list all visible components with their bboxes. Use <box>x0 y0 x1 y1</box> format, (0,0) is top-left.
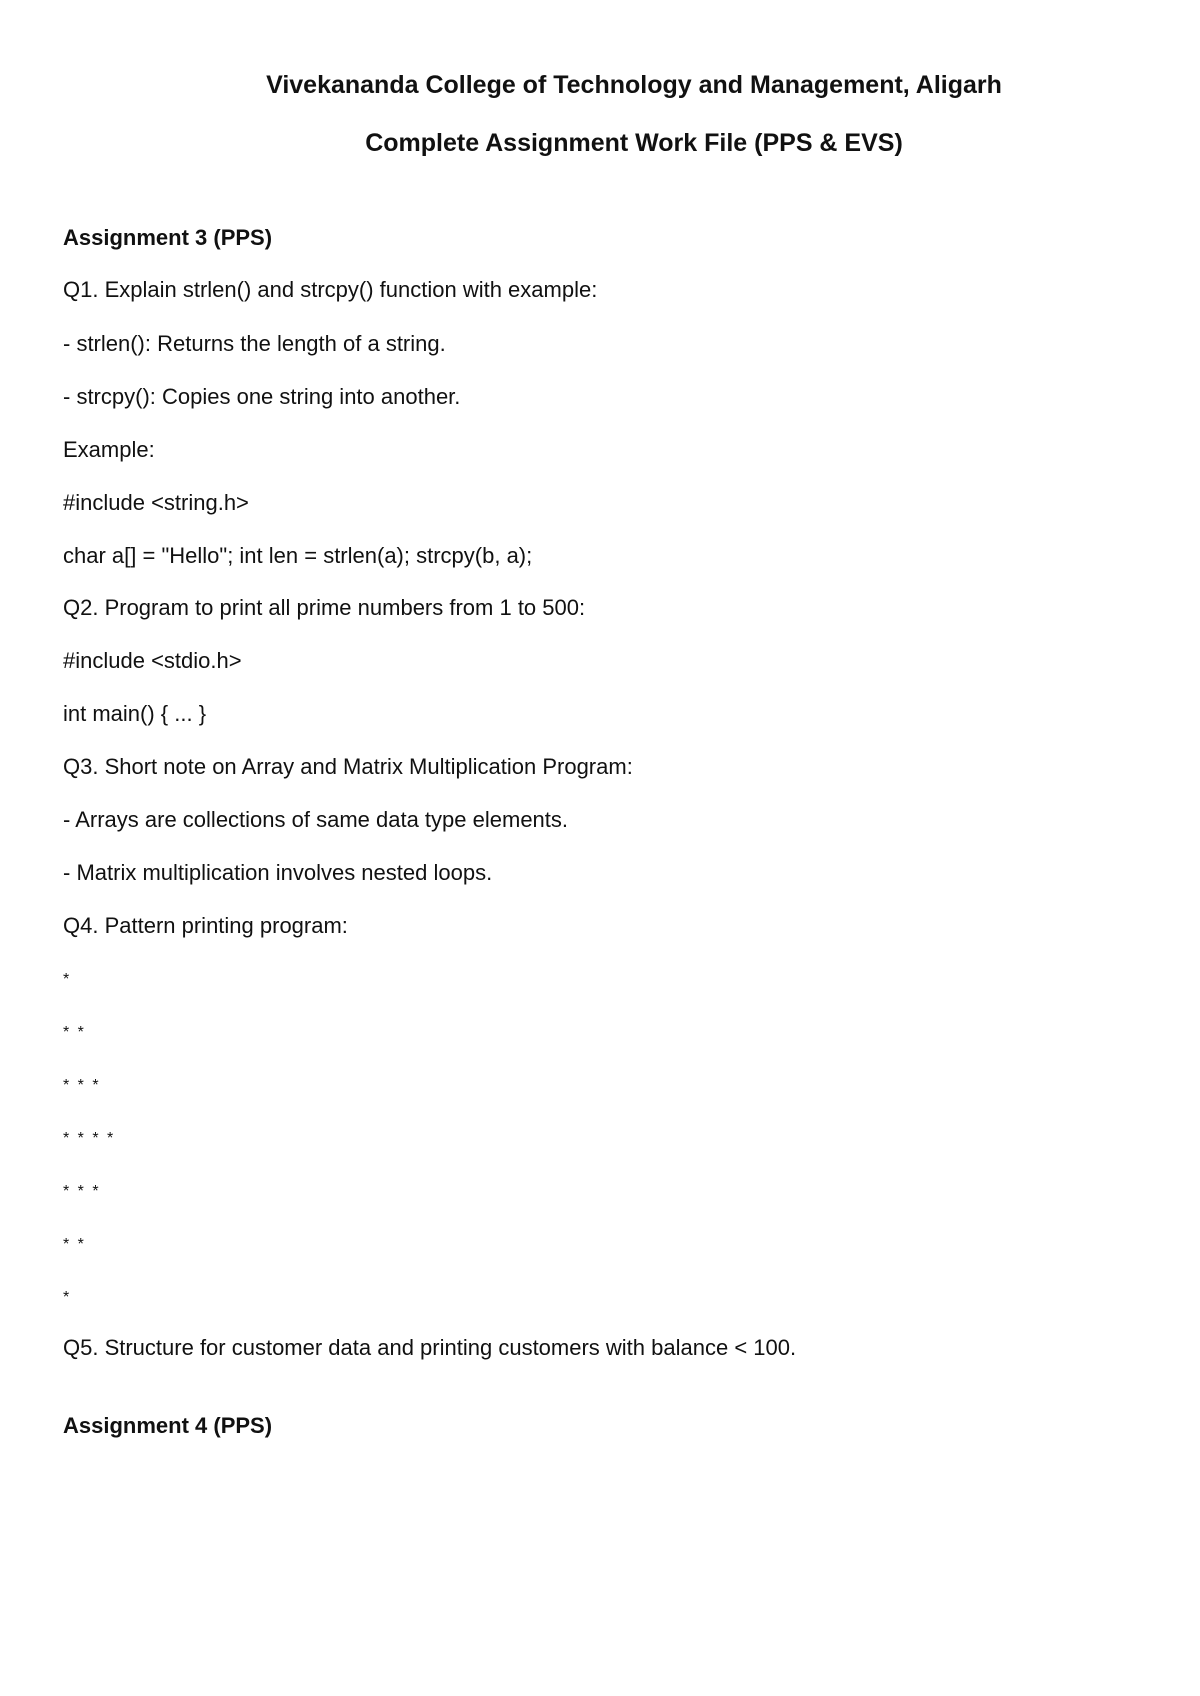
pattern-row: * * * * <box>63 1130 116 1147</box>
q2-code-include: #include <stdio.h> <box>63 648 242 673</box>
q3-point-arrays: - Arrays are collections of same data type elements. <box>63 807 569 832</box>
q2-question: Q2. Program to print all prime numbers from 1 to 500: <box>63 595 586 620</box>
college-title: Vivekananda College of Technology and Management, Aligarh <box>266 71 1002 99</box>
q1-point-strlen: - strlen(): Returns the length of a string. <box>63 331 446 356</box>
assignment-4-heading: Assignment 4 (PPS) <box>63 1413 273 1438</box>
file-title: Complete Assignment Work File (PPS & EVS) <box>365 129 903 157</box>
pattern-row: * <box>63 971 72 988</box>
q5-question: Q5. Structure for customer data and printing customers with balance < 100. <box>63 1335 797 1360</box>
q1-code-example: char a[] = "Hello"; int len = strlen(a); strcpy(b, a); <box>63 543 533 568</box>
pattern-row: * <box>63 1289 72 1306</box>
q3-point-matrix: - Matrix multiplication involves nested loops. <box>63 860 493 885</box>
q1-example-label: Example: <box>63 437 155 462</box>
q4-question: Q4. Pattern printing program: <box>63 913 348 938</box>
assignment-3-heading: Assignment 3 (PPS) <box>63 225 273 250</box>
pattern-row: * * <box>63 1024 86 1041</box>
q2-code-main: int main() { ... } <box>63 701 207 726</box>
q1-code-include: #include <string.h> <box>63 490 249 515</box>
q1-point-strcpy: - strcpy(): Copies one string into another. <box>63 384 461 409</box>
pattern-row: * * * <box>63 1183 101 1200</box>
q3-question: Q3. Short note on Array and Matrix Multiplication Program: <box>63 754 633 779</box>
pattern-row: * * * <box>63 1077 101 1094</box>
q1-question: Q1. Explain strlen() and strcpy() function with example: <box>63 277 598 302</box>
pattern-row: * * <box>63 1236 86 1253</box>
